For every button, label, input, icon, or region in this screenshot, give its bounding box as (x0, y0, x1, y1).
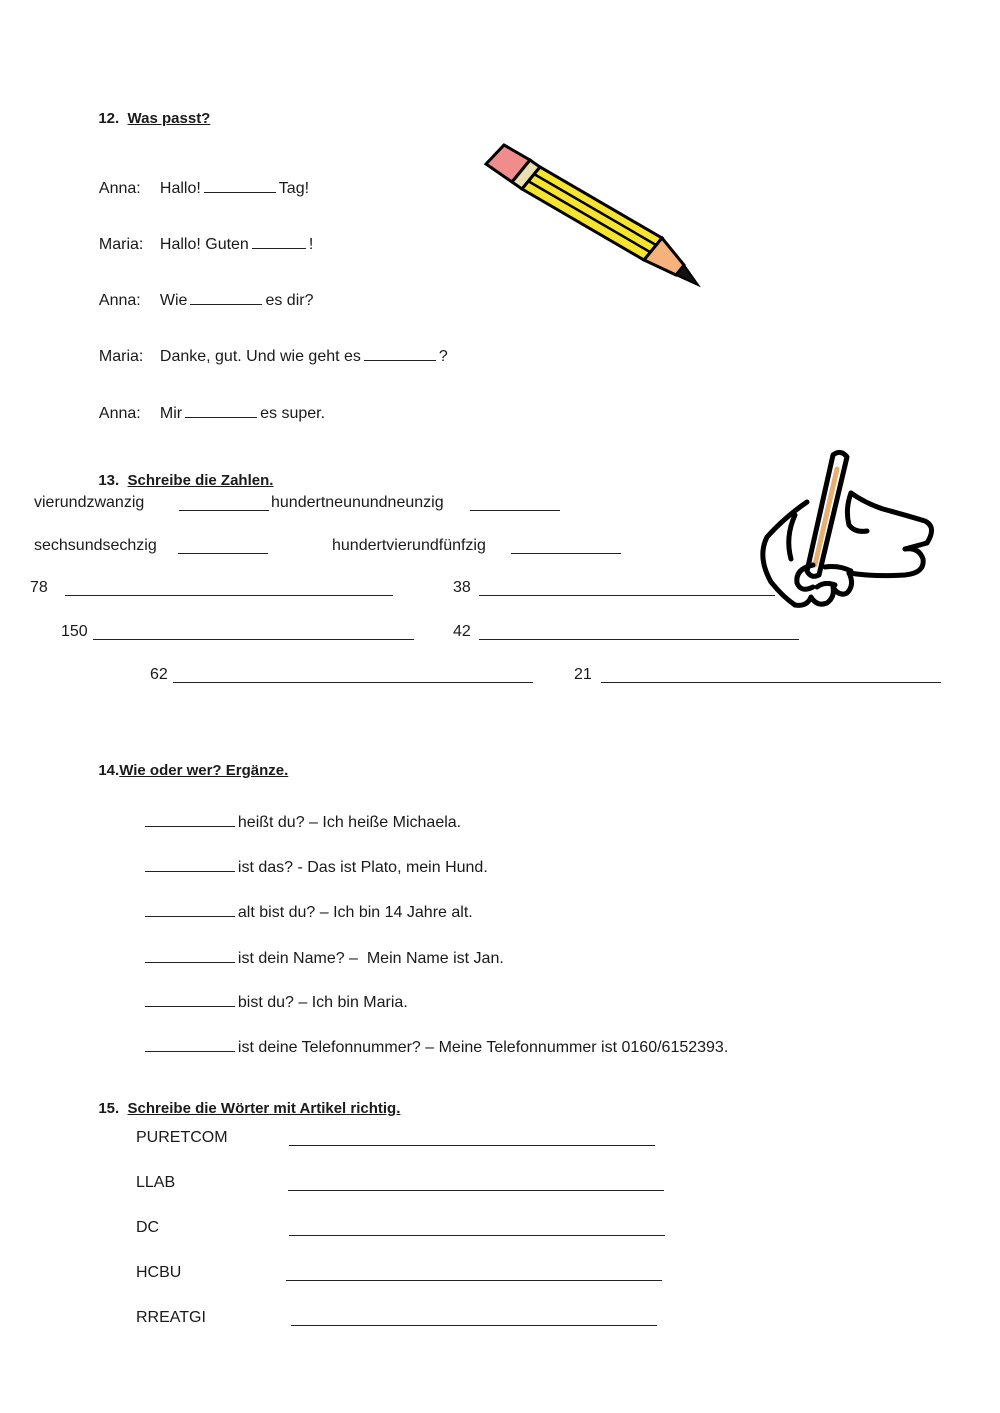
ex12-text: Hallo! (159, 180, 201, 197)
ex13-word-text: hundertneunundneunzig (271, 494, 444, 511)
ex14-line-1 (136, 792, 461, 833)
ex13-blank-8[interactable] (479, 625, 799, 640)
ex13-blank-3[interactable] (178, 539, 268, 554)
ex13-heading (90, 451, 273, 491)
ex15-word-text: LLAB (136, 1174, 176, 1191)
ex14-line-3 (136, 882, 473, 923)
ex13-word-4 (332, 536, 486, 556)
ex15-blank-4[interactable] (286, 1266, 662, 1281)
ex13-num-78 (30, 578, 48, 598)
ex12-text: Hallo! Guten (159, 236, 249, 253)
ex14-text: ist das? - Das ist Plato, mein Hund. (237, 859, 488, 876)
ex12-blank-5[interactable] (185, 403, 257, 418)
ex13-num-38 (453, 578, 471, 598)
ex14-text: alt bist du? – Ich bin 14 Jahre alt. (237, 904, 473, 921)
ex15-blank-2[interactable] (288, 1176, 664, 1191)
ex12-text: Mir (159, 405, 183, 422)
ex12-blank-2[interactable] (252, 234, 306, 249)
ex13-number-text: 42 (453, 623, 471, 640)
ex12-text: es super. (260, 405, 326, 422)
ex12-line-3 (90, 270, 313, 311)
ex14-text: ist dein Name? – Mein Name ist Jan. (237, 950, 504, 967)
hand-writing-icon (755, 447, 945, 612)
ex12-blank-4[interactable] (364, 346, 436, 361)
ex13-blank-7[interactable] (93, 625, 414, 640)
ex15-word-1 (136, 1128, 228, 1148)
ex13-number-text: 21 (574, 666, 592, 683)
pencil-body (486, 145, 698, 285)
ex15-heading (90, 1079, 400, 1119)
ex13-word-2 (271, 493, 444, 513)
ex12-blank-1[interactable] (204, 178, 276, 193)
ex12-title: Was passt? (127, 110, 211, 127)
ex13-blank-4[interactable] (511, 539, 621, 554)
ex12-heading (90, 89, 210, 129)
hand-outline (763, 452, 932, 605)
ex12-line-1 (90, 158, 309, 199)
ex13-number-text: 62 (150, 666, 168, 683)
ex14-text: bist du? – Ich bin Maria. (237, 994, 408, 1011)
ex13-num-150 (61, 622, 88, 642)
ex12-speaker: Maria: (98, 236, 144, 253)
ex15-word-text: PURETCOM (136, 1129, 228, 1146)
ex14-blank-2[interactable] (145, 857, 235, 872)
ex13-number-text: 78 (30, 579, 48, 596)
ex14-line-6 (136, 1017, 728, 1058)
ex13-title: Schreibe die Zahlen. (127, 472, 274, 489)
ex13-number: 13. (98, 472, 120, 489)
ex15-blank-1[interactable] (289, 1131, 655, 1146)
ex13-blank-9[interactable] (173, 668, 533, 683)
ex15-blank-5[interactable] (291, 1311, 657, 1326)
ex12-speaker: Anna: (98, 405, 141, 422)
ex13-num-62 (150, 665, 168, 685)
ex13-number-text: 38 (453, 579, 471, 596)
ex14-text: ist deine Telefonnummer? – Meine Telefonnummer ist 0160/6152393. (237, 1039, 729, 1056)
ex12-speaker: Anna: (98, 180, 141, 197)
ex13-blank-2[interactable] (470, 496, 560, 511)
ex13-word-text: vierundzwanzig (34, 494, 145, 511)
ex13-word-1 (34, 493, 144, 513)
pencil-icon (480, 140, 710, 290)
ex12-text: ? (438, 348, 448, 365)
ex15-word-text: DC (136, 1219, 160, 1236)
ex12-speaker: Maria: (98, 348, 144, 365)
ex14-heading (90, 741, 288, 781)
ex15-word-text: RREATGI (136, 1309, 206, 1326)
ex13-blank-5[interactable] (65, 581, 393, 596)
ex15-word-text: HCBU (136, 1264, 182, 1281)
ex14-blank-3[interactable] (145, 902, 235, 917)
ex14-blank-1[interactable] (145, 812, 235, 827)
ex12-text: Wie (159, 292, 188, 309)
ex15-number: 15. (98, 1100, 120, 1117)
ex15-word-4 (136, 1263, 181, 1283)
ex13-num-21 (574, 665, 592, 685)
ex12-text: es dir? (265, 292, 314, 309)
ex13-number-text: 150 (61, 623, 88, 640)
ex14-number: 14. (98, 762, 120, 779)
ex12-text: Danke, gut. Und wie geht es (159, 348, 361, 365)
ex13-word-text: hundertvierundfünfzig (332, 537, 486, 554)
ex12-line-4 (90, 326, 448, 367)
ex13-blank-1[interactable] (179, 496, 269, 511)
ex14-line-2 (136, 837, 488, 878)
ex12-text: ! (308, 236, 314, 253)
ex15-title: Schreibe die Wörter mit Artikel richtig. (127, 1100, 401, 1117)
ex15-word-3 (136, 1218, 159, 1238)
ex15-word-2 (136, 1173, 175, 1193)
ex13-word-text: sechsundsechzig (34, 537, 157, 554)
ex12-line-2 (90, 214, 313, 255)
ex13-word-3 (34, 536, 157, 556)
ex14-text: heißt du? – Ich heiße Michaela. (237, 814, 462, 831)
ex14-blank-4[interactable] (145, 948, 235, 963)
ex12-number: 12. (98, 110, 120, 127)
ex12-blank-3[interactable] (190, 290, 262, 305)
ex12-line-5 (90, 383, 325, 424)
ex14-blank-6[interactable] (145, 1037, 235, 1052)
ex15-word-5 (136, 1308, 206, 1328)
ex15-blank-3[interactable] (289, 1221, 665, 1236)
ex13-num-42 (453, 622, 471, 642)
ex13-blank-6[interactable] (479, 581, 775, 596)
ex13-blank-10[interactable] (601, 668, 941, 683)
ex14-line-5 (136, 972, 408, 1013)
ex12-text: Tag! (278, 180, 310, 197)
ex14-line-4 (136, 928, 504, 969)
ex12-speaker: Anna: (98, 292, 141, 309)
ex14-title: Wie oder wer? Ergänze. (119, 762, 289, 779)
ex14-blank-5[interactable] (145, 992, 235, 1007)
